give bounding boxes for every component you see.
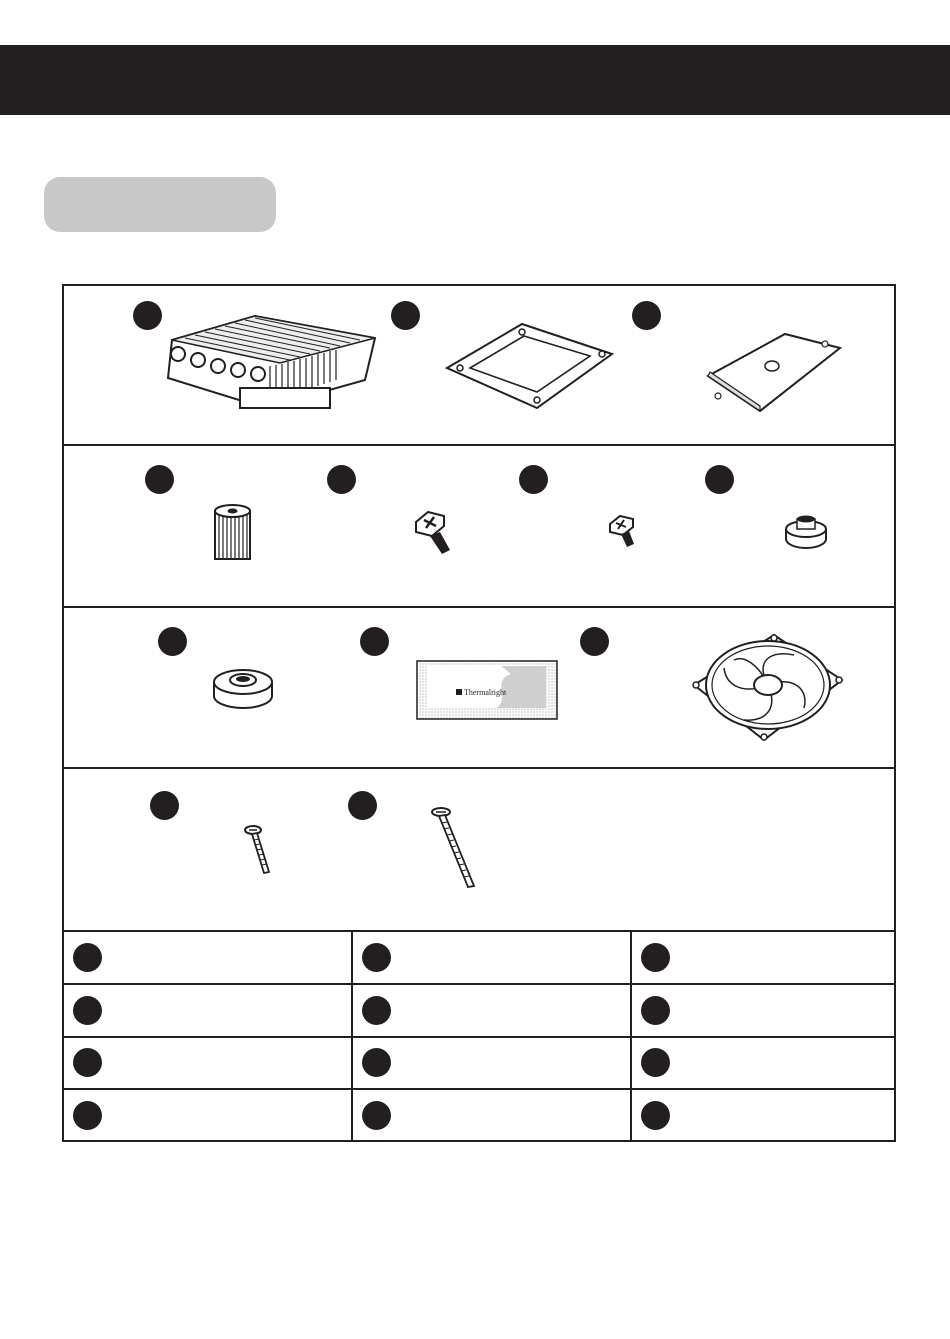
part-marker (158, 627, 187, 656)
part-marker (360, 627, 389, 656)
table-marker (73, 1101, 102, 1130)
header-bar (0, 45, 950, 115)
table-marker (641, 996, 670, 1025)
row-divider (62, 930, 896, 932)
fan-screw-icon (430, 804, 478, 890)
screw-icon (410, 506, 455, 558)
table-col-divider (351, 930, 353, 1142)
part-marker (705, 465, 734, 494)
table-marker (362, 1101, 391, 1130)
table-marker (641, 943, 670, 972)
heatsink-icon (160, 308, 380, 418)
part-marker (391, 301, 420, 330)
backplate-icon (442, 316, 617, 416)
table-row-divider (62, 1036, 896, 1038)
washer-icon (210, 664, 276, 712)
standoff-icon (210, 503, 255, 565)
part-marker (133, 301, 162, 330)
part-marker (327, 465, 356, 494)
part-marker (632, 301, 661, 330)
table-row-divider (62, 1088, 896, 1090)
table-row-divider (62, 983, 896, 985)
table-marker (362, 1048, 391, 1077)
table-marker (73, 996, 102, 1025)
section-tab (44, 177, 276, 232)
table-marker (641, 1048, 670, 1077)
table-col-divider (630, 930, 632, 1142)
part-marker (580, 627, 609, 656)
row-divider (62, 606, 896, 608)
thermal-paste-icon (416, 660, 558, 720)
part-marker (145, 465, 174, 494)
table-marker (73, 1048, 102, 1077)
brand-label: Thermalright (464, 688, 507, 697)
part-marker (519, 465, 548, 494)
table-marker (73, 943, 102, 972)
fan-screw-icon (243, 822, 273, 877)
table-marker (362, 996, 391, 1025)
table-marker (362, 943, 391, 972)
row-divider (62, 444, 896, 446)
part-marker (150, 791, 179, 820)
screw-icon (606, 512, 641, 552)
table-marker (641, 1101, 670, 1130)
fan-icon (684, 630, 849, 745)
mounting-plate-icon (700, 326, 845, 416)
washer-icon (782, 515, 830, 551)
part-marker (348, 791, 377, 820)
row-divider (62, 767, 896, 769)
